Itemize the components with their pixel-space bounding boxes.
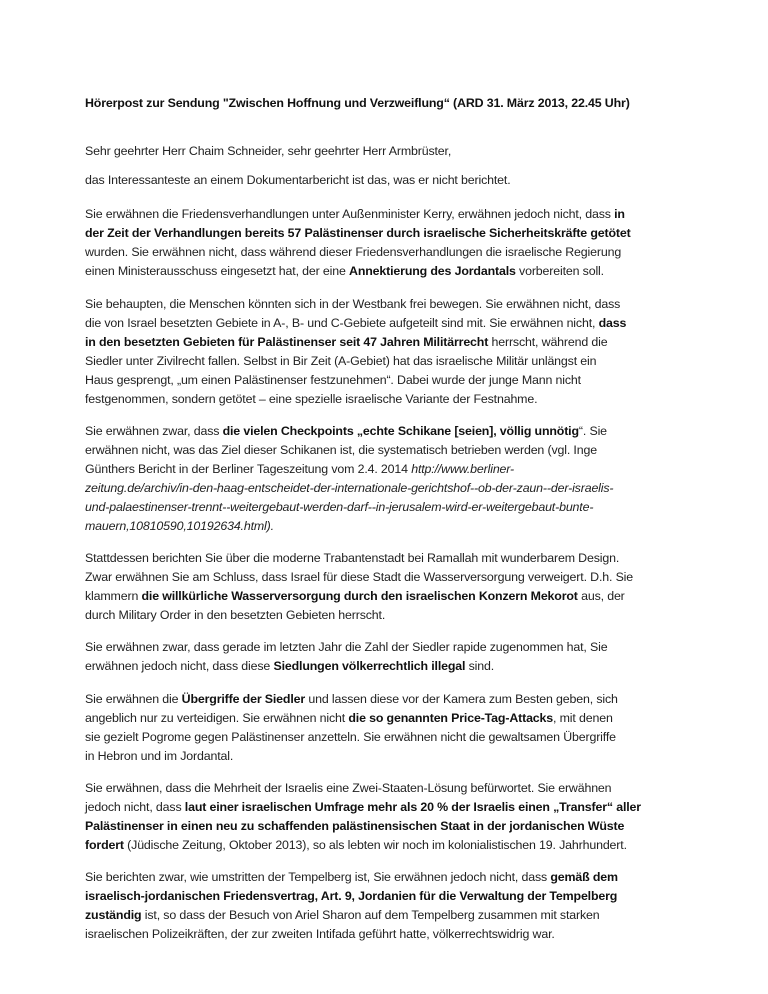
- text-run: vorbereiten soll.: [515, 263, 604, 278]
- text-run: Günthers Bericht in der Berliner Tageszeitung vom 2.4. 2014: [85, 461, 412, 476]
- bold-run: Siedlungen völkerrechtlich illegal: [273, 658, 466, 673]
- text-run: Stattdessen berichten Sie über die moderne Trabantenstadt bei Ramallah mit wunderbarem Design.: [85, 551, 620, 565]
- text-run: Sie erwähnen zwar, dass gerade im letzten Jahr die Zahl der Siedler rapide zugenommen hat, Sie: [85, 640, 608, 654]
- bold-run: israelisch-jordanischen Friedensvertrag, Art. 9, Jordanien für die Verwaltung der Tempelberg: [85, 888, 618, 903]
- text-line: [85, 422, 695, 441]
- text-line: [85, 657, 695, 676]
- text-run: erwähnen nicht, was das Ziel dieser Schikanen ist, die systematisch betrieben werden (vgl. Inge: [85, 442, 597, 457]
- text-line: [85, 638, 695, 657]
- text-run: sie gezielt Pogrome gegen Palästinenser anzetteln. Sie erwähnen nicht die gewaltsamen Übergriffe: [85, 729, 616, 744]
- text-run: angeblich nur zu verteidigen. Sie erwähnen nicht: [85, 710, 349, 725]
- text-run: aus, der: [577, 588, 625, 603]
- text-run: Sie erwähnen die Friedensverhandlungen unter Außenminister Kerry, erwähnen jedoch nicht, dass: [85, 207, 615, 221]
- text-run: durch Military Order in den besetzten Gebieten herrscht.: [85, 607, 386, 622]
- text-run: Sie erwähnen die: [85, 692, 182, 706]
- bold-run: in den besetzten Gebieten für Palästinenser seit 47 Jahren Militärrecht: [85, 334, 489, 349]
- paragraph: [85, 295, 695, 408]
- text-line: [85, 460, 695, 479]
- text-line: [85, 243, 695, 262]
- text-line: [85, 887, 695, 906]
- text-run: wurden. Sie erwähnen nicht, dass während dieser Friedensverhandlungen die israelische Regierung: [85, 244, 622, 259]
- text-line: [85, 549, 695, 568]
- text-line: [85, 868, 695, 887]
- bold-run: fordert: [85, 837, 124, 852]
- text-line: [85, 798, 695, 817]
- text-run: Sie behaupten, die Menschen könnten sich in der Westbank frei bewegen. Sie erwähnen nicht, dass: [85, 297, 621, 311]
- text-line: [85, 925, 695, 944]
- italic-run: http://www.berliner-: [411, 461, 515, 476]
- bold-run: die so genannten Price-Tag-Attacks: [348, 710, 554, 725]
- bold-run: der Zeit der Verhandlungen bereits 57 Palästinenser durch israelische Sicherheitskräfte getötet: [85, 225, 631, 240]
- text-line: [85, 224, 695, 243]
- text-line: [85, 606, 695, 625]
- text-run: Sie erwähnen, dass die Mehrheit der Israelis eine Zwei-Staaten-Lösung befürwortet. Sie erwähnen: [85, 781, 612, 795]
- paragraph: [85, 549, 695, 625]
- paragraph: [85, 422, 695, 535]
- text-line: [85, 441, 695, 460]
- text-line: [85, 205, 695, 224]
- text-run: herrscht, während die: [488, 334, 608, 349]
- text-line: [85, 709, 695, 728]
- text-line: [85, 906, 695, 925]
- text-line: [85, 390, 695, 409]
- paragraph: [85, 171, 695, 190]
- text-run: (Jüdische Zeitung, Oktober 2013), so als lebten wir noch im kolonialistischen 19. Jahrhundert.: [123, 837, 627, 852]
- text-run: sind.: [465, 658, 495, 673]
- text-run: festgenommen, sondern getötet – eine spezielle israelische Variante der Festnahme.: [85, 391, 538, 406]
- text-line: [85, 690, 695, 709]
- bold-run: Übergriffe der Siedler: [181, 692, 306, 706]
- text-line: [85, 371, 695, 390]
- text-line: [85, 262, 695, 281]
- bold-run: laut einer israelischen Umfrage mehr als 20 % der Israelis einen „Transfer“ aller: [184, 799, 641, 814]
- text-run: Haus gesprengt, „um einen Palästinenser festzunehmen“. Dabei wurde der junge Mann nicht: [85, 372, 581, 387]
- text-line: [85, 568, 695, 587]
- italic-run: zeitung.de/archiv/in-den-haag-entscheidet-der-internationale-gerichtshof--ob-der-zaun--der-israelis-: [85, 480, 614, 495]
- text-line: [85, 479, 695, 498]
- paragraph: [85, 690, 695, 766]
- bold-run: die willkürliche Wasserversorgung durch den israelischen Konzern Mekorot: [141, 588, 578, 603]
- salutation: Sehr geehrter Herr Chaim Schneider, sehr geehrter Herr Armbrüster,: [85, 144, 452, 158]
- text-line: [85, 517, 695, 536]
- text-line: [85, 295, 695, 314]
- text-line: [85, 836, 695, 855]
- text-line: [85, 333, 695, 352]
- text-run: Sie erwähnen zwar, dass: [85, 424, 223, 438]
- text-run: Sie berichten zwar, wie umstritten der Tempelberg ist, Sie erwähnen jedoch nicht, dass: [85, 870, 551, 884]
- italic-run: und-palaestinenser-trennt--weitergebaut-werden-darf--in-jerusalem-wird-er-weitergebaut-bunte-: [85, 499, 594, 514]
- bold-run: die vielen Checkpoints „echte Schikane [seien], völlig unnötig: [222, 424, 579, 438]
- bold-run: Palästinenser in einen neu zu schaffenden palästinensischen Staat in der jordanischen Wüste: [85, 818, 625, 833]
- bold-run: zuständig: [85, 907, 142, 922]
- text-line: [85, 747, 695, 766]
- text-run: einen Ministerausschuss eingesetzt hat, der eine: [85, 263, 350, 278]
- text-line: [85, 314, 695, 333]
- bold-run: Annektierung des Jordantals: [349, 263, 516, 278]
- text-run: jedoch nicht, dass: [85, 799, 185, 814]
- text-line: [85, 779, 695, 798]
- text-line: [85, 352, 695, 371]
- paragraph: [85, 638, 695, 676]
- text-run: und lassen diese vor der Kamera zum Besten geben, sich: [305, 692, 618, 706]
- text-line: [85, 817, 695, 836]
- text-line: [85, 587, 695, 606]
- bold-run: in: [614, 207, 625, 221]
- text-line: [85, 728, 695, 747]
- text-run: erwähnen jedoch nicht, dass diese: [85, 658, 274, 673]
- text-run: , mit denen: [553, 710, 613, 725]
- bold-run: dass: [598, 315, 627, 330]
- paragraph: [85, 779, 695, 855]
- text-run: ist, so dass der Besuch von Ariel Sharon auf dem Tempelberg zusammen mit starken: [141, 907, 600, 922]
- document-title: Hörerpost zur Sendung "Zwischen Hoffnung und Verzweiflung“ (ARD 31. März 2013, 22.45 Uhr): [85, 96, 630, 110]
- text-run: die von Israel besetzten Gebiete in A-, B- und C-Gebiete aufgeteilt sind mit. Sie erwähnen nicht,: [85, 315, 599, 330]
- text-run: “. Sie: [578, 424, 607, 438]
- text-run: Zwar erwähnen Sie am Schluss, dass Israel für diese Stadt die Wasserversorgung verweigert. D.h. Sie: [85, 569, 634, 584]
- italic-run: mauern,10810590,10192634.html).: [85, 518, 274, 533]
- text-line: [85, 171, 695, 190]
- paragraph: [85, 868, 695, 944]
- text-run: klammern: [85, 588, 142, 603]
- text-line: [85, 498, 695, 517]
- text-run: das Interessanteste an einem Dokumentarbericht ist das, was er nicht berichtet.: [85, 173, 511, 187]
- text-run: israelischen Polizeikräften, der zur zweiten Intifada geführt hatte, völkerrechtswidrig war.: [85, 926, 555, 941]
- text-run: in Hebron und im Jordantal.: [85, 748, 234, 763]
- text-run: Siedler unter Zivilrecht fallen. Selbst in Bir Zeit (A-Gebiet) hat das israelische Militär unlängst ein: [85, 353, 597, 368]
- paragraph: [85, 205, 695, 281]
- bold-run: gemäß dem: [550, 870, 618, 884]
